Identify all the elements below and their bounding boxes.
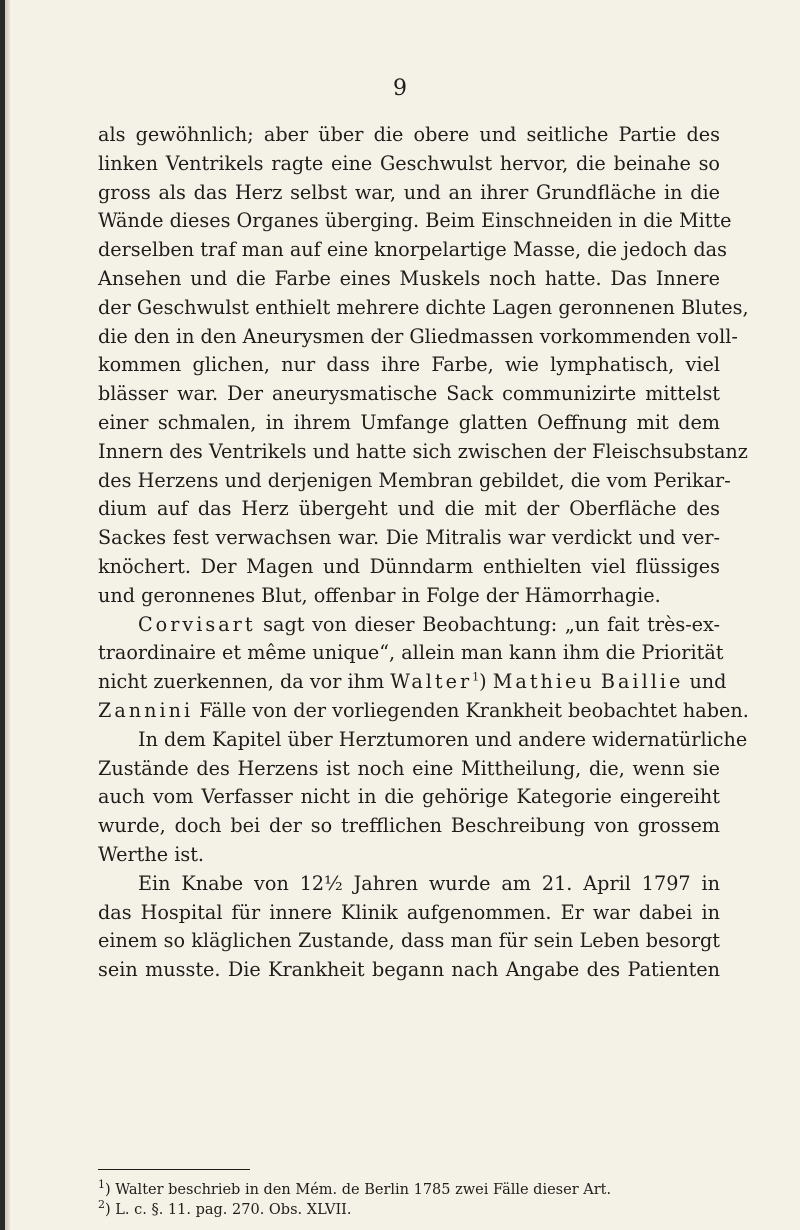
text-line: sein musste. Die Krankheit begann nach Angabe des Patienten — [98, 958, 720, 982]
text-line: linken Ventrikels ragte eine Geschwulst hervor, die beinahe so — [98, 151, 720, 175]
scan-page-edge — [0, 0, 10, 1230]
footnote-mark: 1 — [98, 1178, 105, 1192]
text-line: gross als das Herz selbst war, und an ihrer Grundfläche in die — [98, 180, 720, 204]
page-number: 9 — [393, 76, 407, 101]
author-name: Zannini — [98, 698, 194, 722]
text-line: Werthe ist. — [98, 842, 204, 866]
text-line: kommen glichen, nur dass ihre Farbe, wie lymphatisch, viel — [98, 353, 720, 377]
text-line: einer schmalen, in ihrem Umfange glatten Oeffnung mit dem — [98, 410, 720, 434]
author-name: Mathieu — [492, 670, 595, 694]
text-line: wurde, doch bei der so trefflichen Beschreibung von grossem — [98, 814, 720, 838]
footnote — [98, 1200, 720, 1220]
text-line: traordinaire et même unique“, allein man kann ihm die Priorität — [98, 641, 724, 665]
text-line: die den in den Aneurysmen der Gliedmassen vorkommenden voll- — [98, 324, 738, 348]
author-name: Walter — [390, 670, 473, 694]
text-line: Zustände des Herzens ist noch eine Mittheilung, die, wenn sie — [98, 756, 720, 780]
footnote-mark: 2 — [98, 1198, 105, 1212]
footnote-divider — [98, 1169, 250, 1170]
text-line: In dem Kapitel über Herztumoren und andere widernatürliche — [138, 727, 748, 751]
text-line: der Geschwulst enthielt mehrere dichte Lagen geronnenen Blutes, — [98, 295, 749, 319]
text-line: Sackes fest verwachsen war. Die Mitralis war verdickt und ver- — [98, 526, 720, 550]
body-text — [98, 121, 749, 985]
footnote-text: ) Walter beschrieb in den Mém. de Berlin 1785 zwei Fälle dieser Art. — [105, 1182, 612, 1198]
text-span: Fälle von der vorliegenden Krankheit beobachtet haben. — [193, 698, 749, 722]
author-name: Corvisart — [138, 612, 256, 636]
text-line — [98, 611, 720, 640]
text-line: knöchert. Der Magen und Dünndarm enthielten viel flüssiges — [98, 554, 720, 578]
text-line: blässer war. Der aneurysmatische Sack communizirte mittelst — [98, 382, 720, 406]
text-span: nicht zuerkennen, da vor ihm — [98, 670, 391, 694]
text-span: und — [683, 670, 727, 694]
text-line: Innern des Ventrikels und hatte sich zwischen der Fleischsubstanz — [98, 439, 748, 463]
text-line: das Hospital für innere Klinik aufgenommen. Er war dabei in — [98, 900, 720, 924]
footnote-text: ) L. c. §. 11. pag. 270. Obs. XLVII. — [105, 1202, 352, 1218]
text-line: und geronnenes Blut, offenbar in Folge der Hämorrhagie. — [98, 583, 661, 607]
text-line: auch vom Verfasser nicht in die gehörige Kategorie eingereiht — [98, 785, 720, 809]
footnotes — [98, 1180, 720, 1220]
text-line — [98, 697, 749, 726]
text-line — [98, 668, 727, 697]
text-span: sagt von dieser Beobachtung: „un fait très-ex- — [255, 612, 720, 636]
footnote-reference: 1 — [472, 670, 480, 684]
text-line: des Herzens und derjenigen Membran gebildet, die vom Perikar- — [98, 468, 731, 492]
author-name: Baillie — [600, 670, 684, 694]
text-span: ) — [479, 670, 493, 694]
text-line: Wände dieses Organes überging. Beim Einschneiden in die Mitte — [98, 209, 732, 233]
footnote — [98, 1180, 720, 1200]
text-line: einem so kläglichen Zustande, dass man für sein Leben besorgt — [98, 929, 720, 953]
text-line: Ansehen und die Farbe eines Muskels noch hatte. Das Innere — [98, 266, 720, 290]
text-line: Ein Knabe von 12½ Jahren wurde am 21. April 1797 in — [138, 871, 720, 895]
text-line: dium auf das Herz übergeht und die mit der Oberfläche des — [98, 497, 720, 521]
text-line: derselben traf man auf eine knorpelartige Masse, die jedoch das — [98, 238, 727, 262]
text-line: als gewöhnlich; aber über die obere und seitliche Partie des — [98, 123, 720, 146]
